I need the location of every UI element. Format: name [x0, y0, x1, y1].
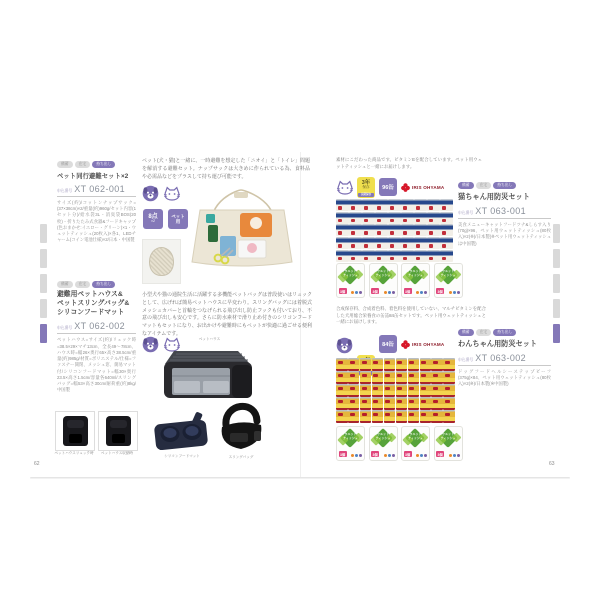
storage-years: 3年: [361, 179, 371, 186]
cat-food-can: [440, 250, 452, 262]
product-4-info: [458, 329, 551, 389]
product-3-storage-badge: [357, 177, 375, 198]
cat-food-can: [375, 212, 387, 224]
cat-food-can: [362, 250, 374, 262]
badge-count-sub: ×2: [150, 219, 156, 224]
pet-house-photo-illustration: [160, 343, 257, 401]
tissue-fruit-dots: [384, 291, 395, 294]
cat-food-can: [362, 224, 374, 236]
product-4-order-number: XT 063-002: [475, 353, 527, 363]
index-tab: [40, 224, 47, 243]
dog-food-can: [396, 371, 407, 383]
product-3-can-count-badge: [379, 178, 397, 196]
tissue-pack-label: ウエット ティッシュ: [375, 269, 391, 277]
cat-food-can: [440, 237, 452, 249]
cat-food-can: [388, 224, 400, 236]
left-index-tabs: [40, 224, 47, 343]
tissue-fruit-dots: [416, 291, 427, 294]
cat-food-can: [388, 237, 400, 249]
tissue-pack-label: ウエット ティッシュ: [440, 432, 456, 440]
tissue-count-badge: 3個: [372, 452, 378, 457]
index-tab: [40, 249, 47, 268]
product-3-pet-icons: [336, 180, 354, 200]
cat-food-can: [401, 250, 413, 262]
cat-food-can: [336, 237, 348, 249]
sling-bag-photo-illustration: [216, 395, 266, 455]
spread-bottom-shadow: [30, 477, 570, 479]
dog-food-can: [431, 358, 442, 370]
cat-food-can: [427, 237, 439, 249]
right-index-tabs: [553, 224, 560, 343]
order-label: 申込番号: [57, 326, 73, 331]
tissue-count-badge: 3個: [340, 452, 346, 457]
dog-food-can: [336, 384, 347, 396]
cat-food-can: [375, 224, 387, 236]
pet-house-caption: ペットハウス: [198, 337, 221, 341]
dog-food-can: [360, 397, 371, 409]
cat-food-can: [427, 250, 439, 262]
product-3-spec: 美食メニューキャットフードツナ&しらす入り(70g)×96、ペット用ウェットティッシュ(80枚入)×2(※)/日本製(※ペット用ウェットティッシュは中国製): [458, 222, 551, 246]
product-1-count-badge: [143, 209, 163, 229]
product-4-tissue-packs: [336, 426, 463, 461]
product-1-pet-icons: [142, 185, 181, 207]
tissue-pack-label: ウエット ティッシュ: [440, 269, 456, 277]
dog-can-grid-photo: [336, 358, 456, 423]
tag-pill: 持ち出し: [92, 281, 115, 288]
cat-food-can: [375, 199, 387, 211]
product-1-order: [57, 184, 136, 197]
tissue-count-badge: 3個: [437, 289, 443, 294]
cat-food-can: [440, 199, 452, 211]
brand-name: IRIS OHYAMA: [412, 185, 445, 190]
dog-food-can: [372, 410, 383, 422]
index-tab: [553, 274, 560, 293]
cat-food-can: [401, 224, 413, 236]
cat-food-can: [414, 237, 426, 249]
title-line-1: 避難用ペットハウス&: [57, 291, 123, 298]
cat-food-can: [375, 250, 387, 262]
wet-tissue-pack: [336, 263, 365, 298]
cat-food-can: [401, 212, 413, 224]
product-3-order-number: XT 063-001: [475, 206, 527, 216]
dog-food-can: [420, 397, 431, 409]
tissue-fruit-dots: [449, 454, 460, 457]
tag-pill: 在宅: [476, 182, 492, 189]
product-3-title: 猫ちゃん用防災セット: [458, 192, 530, 201]
product-1-title: ペット同行避難セット×2: [57, 173, 129, 180]
tissue-fruit-dots: [416, 454, 427, 457]
tag-pill: 備蓄: [57, 281, 73, 288]
cat-food-can: [336, 250, 348, 262]
tag-pill: 備蓄: [458, 329, 474, 336]
dog-food-can: [384, 384, 395, 396]
wet-tissue-pack: [401, 426, 430, 461]
dog-food-can: [408, 384, 419, 396]
dog-food-can: [443, 410, 454, 422]
backpack-caption-2: ペットハウス収納時: [100, 451, 134, 455]
tissue-fruit-dots: [351, 291, 362, 294]
product-2-tags: [57, 281, 136, 288]
cat-food-can: [401, 199, 413, 211]
cat-food-can: [388, 199, 400, 211]
tissue-pack-label: ウエット ティッシュ: [343, 432, 358, 440]
dog-food-can: [408, 358, 419, 370]
tag-pill: 在宅: [75, 281, 91, 288]
dog-food-can: [443, 371, 454, 383]
dog-food-can: [443, 397, 454, 409]
backpack-shape: [63, 416, 88, 446]
tissue-count-badge: 3個: [405, 289, 411, 294]
product-1-spec: サイズ(約)/コットンナップサック=(37×38cm)×2/重量(約)960g/セット内容(1セット分)/給水袋3L・消臭袋BOS(20枚)・折りたたみ式食器&フードキャップ(色おまかせ:イエロー・グリーン)×1・ウェットティッシュ(20枚入)×各1、LEDチャーム(コイン電池仕様)×2/日本・中国製: [57, 200, 136, 243]
cat-food-can: [336, 212, 348, 224]
index-tab-active: [553, 324, 560, 343]
cat-face-icon: [336, 180, 354, 200]
mesh-bag-photo: [142, 239, 181, 284]
dog-food-can: [336, 397, 347, 409]
tag-pill: 持ち出し: [493, 329, 516, 336]
dog-food-can: [396, 358, 407, 370]
cat-food-can: [427, 199, 439, 211]
wet-tissue-pack: [336, 426, 365, 461]
index-tab: [40, 274, 47, 293]
product-2-intro: 小型犬や猫の通院生活に活躍する多機能ペットバッグは普段使いはリュックとして、広げれば簡易ペットハウスに早変わり。スリングバッグには着脱式メッシュカバーと首輪をつなげられる飛び出し防止フックも付いており、不意の飛び出しも安心です。さらに防水素材で滑り止め付きのシリコンフードマットもセットになり、お出かけや避難時にもペットが快適に過ごせる便利なアイテムです。: [142, 292, 312, 337]
tissue-count-badge: 3個: [340, 289, 346, 294]
tissue-pack-label: ウエット ティッシュ: [408, 432, 423, 440]
badge-count-main: 8点: [148, 213, 158, 220]
cat-food-can: [349, 199, 361, 211]
cat-food-can: [375, 237, 387, 249]
dog-food-can: [348, 384, 359, 396]
dog-food-can: [348, 358, 359, 370]
knapsack-photo-illustration: [175, 186, 306, 270]
dog-food-can: [348, 371, 359, 383]
cat-food-can: [362, 199, 374, 211]
tag-pill: 在宅: [75, 161, 91, 168]
cat-food-can: [388, 250, 400, 262]
dog-food-can: [336, 371, 347, 383]
product-4-order: [458, 353, 551, 366]
product-4-title: わんちゃん用防災セット: [458, 339, 538, 348]
product-2-title: [57, 291, 136, 317]
tag-pill: 持ち出し: [493, 182, 516, 189]
cat-food-can: [349, 250, 361, 262]
product-1-info: [57, 161, 136, 248]
dog-food-can: [360, 384, 371, 396]
tissue-pack-label: ウエット ティッシュ: [343, 269, 358, 277]
dog-food-can: [372, 371, 383, 383]
dog-food-can: [396, 397, 407, 409]
dog-food-can: [372, 397, 383, 409]
product-3-tissue-packs: [336, 263, 463, 298]
index-tab-active: [40, 324, 47, 343]
cat-food-can: [401, 237, 413, 249]
index-tab: [553, 224, 560, 243]
tag-pill: 持ち出し: [92, 161, 115, 168]
tissue-fruit-dots: [449, 291, 460, 294]
storage-strip: 長期保存: [358, 193, 374, 197]
cat-food-can: [427, 212, 439, 224]
can-count: 84缶: [382, 342, 394, 348]
cat-can-grid-photo: [336, 199, 455, 262]
tissue-count-badge: 3個: [437, 452, 443, 457]
title-line-3: シリコンフードマット: [57, 308, 125, 316]
product-2-spec: ペットハウス=サイズ(約)/リュック時=38.5×29×マチ13cm、全長49〜78cm、ハウス時=幅26×奥行65×高さ38.5cm/重量(約)985g/材質=ポリエステル/仕様=ファスナー開閉、メッシュ窓、簡易マット付/シリコンフードマット=幅30×奥行23.5×高さ1.5cm/容量各640ml/スリングバッグ=幅53×高さ30cm/耐荷重(約)8kg/中国製: [57, 337, 136, 393]
brand-name: IRIS OHYAMA: [412, 342, 445, 347]
dog-food-can: [431, 384, 442, 396]
product-3-brand: [401, 183, 444, 192]
dog-food-can: [408, 397, 419, 409]
cat-food-can: [349, 212, 361, 224]
cat-food-can: [414, 212, 426, 224]
page-number-left: 62: [34, 461, 40, 467]
dog-food-can: [348, 397, 359, 409]
dog-food-can: [360, 358, 371, 370]
dog-food-can: [360, 371, 371, 383]
dog-food-can: [431, 410, 442, 422]
product-2-order: [57, 321, 136, 334]
food-mat-caption: シリコンフードマット: [164, 454, 200, 458]
wet-tissue-pack: [369, 426, 398, 461]
product-3-info: [458, 182, 551, 248]
storage-label: 保存: [362, 185, 370, 190]
order-label: 申込番号: [57, 189, 73, 193]
dog-food-can: [384, 371, 395, 383]
badge-pet-line1: ペット: [171, 213, 185, 219]
product-3-tags: [458, 182, 551, 189]
dog-food-can: [372, 358, 383, 370]
title-line-2: ペットスリングバッグ&: [57, 299, 130, 307]
index-tab: [553, 249, 560, 268]
product-4-spec: ドッグフードヘルシーステップビーフ(375g)×84、ペット用ウェットティッシュ(80枚入)×2(※)/日本製(※中国製): [458, 369, 551, 387]
product-3-intro: 素材にこだわった商品です。ビタミンEを配合しています。ペット用ウェットティッシュと一緒にお届けします。: [336, 157, 482, 169]
backpack-caption-1: ペットハウスリュック時: [54, 451, 94, 455]
food-mat-photo-illustration: [153, 406, 215, 453]
cat-food-can: [336, 199, 348, 211]
tissue-count-badge: 3個: [405, 452, 411, 457]
tissue-pack-label: ウエット ティッシュ: [375, 432, 391, 440]
dog-face-icon: [142, 185, 159, 207]
product-2-order-number: XT 062-002: [74, 321, 126, 332]
dog-food-can: [443, 384, 454, 396]
cat-food-can: [349, 224, 361, 236]
cat-food-can: [362, 237, 374, 249]
tag-pill: 備蓄: [57, 161, 73, 168]
dog-food-can: [431, 371, 442, 383]
badge-pet-line2: 用: [175, 219, 181, 224]
dog-food-can: [336, 410, 347, 422]
product-3-order: [458, 206, 551, 219]
brand-logo-icon: [401, 183, 410, 192]
product-4-intro: 合成保存料、合成着色料、着色料を使用していない、マルチビタミンを配合した犬用総合栄養食の缶詰84缶セットです。ペット用ウェットティッシュと一緒にお届けします。: [336, 306, 486, 325]
dog-food-can: [396, 384, 407, 396]
product-4-can-count-badge: [379, 335, 397, 353]
wet-tissue-pack: [434, 263, 463, 298]
tissue-fruit-dots: [384, 454, 395, 457]
order-label: 申込番号: [458, 358, 474, 362]
wet-tissue-pack: [434, 426, 463, 461]
mesh-pouch-shape: [149, 247, 174, 276]
dog-food-can: [420, 384, 431, 396]
index-tab: [553, 299, 560, 318]
dog-food-can: [420, 371, 431, 383]
brand-logo-icon: [401, 340, 410, 349]
tag-pill: 在宅: [476, 329, 492, 336]
sling-bag-caption: スリングバッグ: [228, 455, 254, 459]
cat-food-can: [440, 212, 452, 224]
dog-food-can: [408, 371, 419, 383]
tissue-pack-label: ウエット ティッシュ: [408, 269, 423, 277]
cat-food-can: [388, 212, 400, 224]
dog-face-icon: [142, 336, 159, 358]
page-number-right: 63: [549, 461, 555, 467]
product-1-order-number: XT 062-001: [74, 184, 126, 194]
dog-food-can: [431, 397, 442, 409]
cat-food-can: [336, 224, 348, 236]
backpack-photo-1: [55, 411, 95, 451]
cat-food-can: [414, 199, 426, 211]
dog-food-can: [384, 410, 395, 422]
product-4-brand: [401, 340, 444, 349]
wet-tissue-pack: [401, 263, 430, 298]
product-4-tags: [458, 329, 551, 336]
product-1-tags: [57, 161, 136, 168]
dog-food-can: [372, 384, 383, 396]
dog-food-can: [348, 410, 359, 422]
cat-food-can: [414, 250, 426, 262]
index-tab: [40, 299, 47, 318]
dog-food-can: [443, 358, 454, 370]
tag-pill: 備蓄: [458, 182, 474, 189]
dog-face-icon: [336, 337, 353, 359]
product-4-pet-icons: [336, 337, 353, 359]
cat-food-can: [414, 224, 426, 236]
cat-food-can: [427, 224, 439, 236]
dog-food-can: [408, 410, 419, 422]
dog-food-can: [420, 358, 431, 370]
dog-food-can: [336, 358, 347, 370]
tissue-fruit-dots: [351, 454, 362, 457]
product-2-info: [57, 281, 136, 413]
tissue-count-badge: 3個: [372, 289, 378, 294]
cat-food-can: [349, 237, 361, 249]
dog-food-can: [420, 410, 431, 422]
dog-food-can: [360, 410, 371, 422]
cat-food-can: [362, 212, 374, 224]
cat-food-can: [440, 224, 452, 236]
wet-tissue-pack: [369, 263, 398, 298]
backpack-photo-2: [98, 411, 138, 451]
product-1-intro: ペット(犬・猫)と一緒に、一時避難を想定した「ニオイ」と「トイレ」問題を解消する避難セット。ナップサックは大きめに作られている為、食料品や必需品などをプラスして持ち運び可能です。: [142, 158, 310, 180]
dog-food-can: [396, 410, 407, 422]
order-label: 申込番号: [458, 211, 474, 215]
backpack-shape: [106, 416, 131, 446]
can-count: 96缶: [382, 185, 394, 191]
dog-food-can: [384, 397, 395, 409]
dog-food-can: [384, 358, 395, 370]
